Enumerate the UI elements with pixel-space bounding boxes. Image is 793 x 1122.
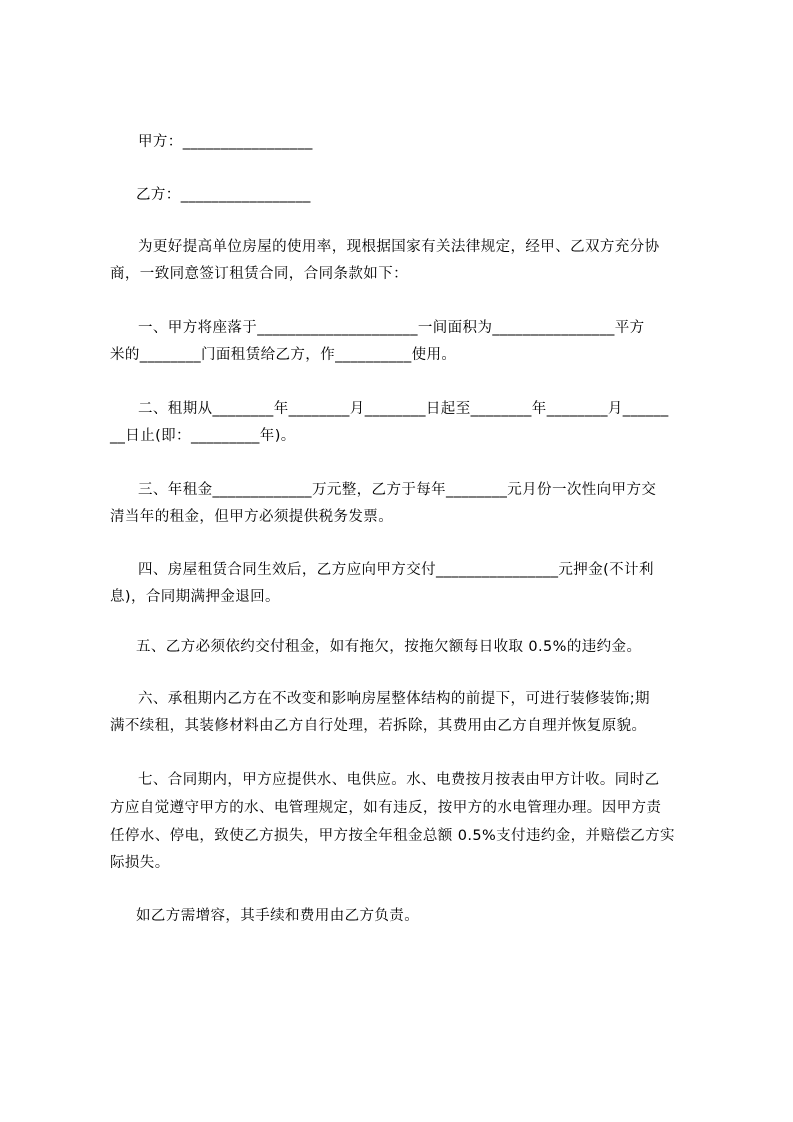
clause-3-line-1: 三、年租金_____________万元整，乙方于每年________元月份一次性向甲方交 — [138, 482, 657, 498]
clause-1-line-2: 米的________门面租赁给乙方，作__________使用。 — [110, 347, 457, 363]
clause-1-line-1: 一、甲方将座落于_____________________一间面积为________________平方 — [138, 320, 645, 336]
party-a-line: 甲方：_________________ — [138, 134, 313, 150]
clause-6-line-1: 六、承租期内乙方在不改变和影响房屋整体结构的前提下，可进行装修装饰;期 — [138, 691, 650, 707]
clause-7-line-1: 七、合同期内，甲方应提供水、电供应。水、电费按月按表由甲方计收。同时乙 — [138, 772, 660, 788]
clause-4-line-2: 息)，合同期满押金退回。 — [110, 589, 280, 605]
clause-2-line-2: __日止(即：_________年)。 — [110, 428, 296, 444]
clause-3-line-2: 清当年的租金，但甲方必须提供税务发票。 — [110, 509, 394, 525]
clause-7-line-3: 任停水、停电，致使乙方损失，甲方按全年租金总额 0.5%支付违约金，并赔偿乙方实 — [110, 828, 675, 844]
supplementary-note: 如乙方需增容，其手续和费用由乙方负责。 — [136, 908, 420, 924]
clause-7-line-4: 际损失。 — [110, 855, 170, 871]
clause-5-line-1: 五、乙方必须依约交付租金，如有拖欠，按拖欠额每日收取 0.5%的违约金。 — [136, 639, 642, 655]
clause-7-line-2: 方应自觉遵守甲方的水、电管理规定，如有违反，按甲方的水电管理办理。因甲方责 — [110, 800, 662, 816]
intro-line-2: 商，一致同意签订租赁合同，合同条款如下： — [110, 266, 408, 282]
intro-line-1: 为更好提高单位房屋的使用率，现根据国家有关法律规定，经甲、乙双方充分协 — [138, 239, 660, 255]
party-b-line: 乙方：_________________ — [136, 187, 311, 203]
clause-2-line-1: 二、租期从________年________月________日起至________年________月______ — [138, 401, 669, 417]
clause-6-line-2: 满不续租，其装修材料由乙方自行处理，若拆除，其费用由乙方自理并恢复原貌。 — [110, 718, 647, 734]
clause-4-line-1: 四、房屋租赁合同生效后，乙方应向甲方交付________________元押金(不计利 — [138, 562, 654, 578]
